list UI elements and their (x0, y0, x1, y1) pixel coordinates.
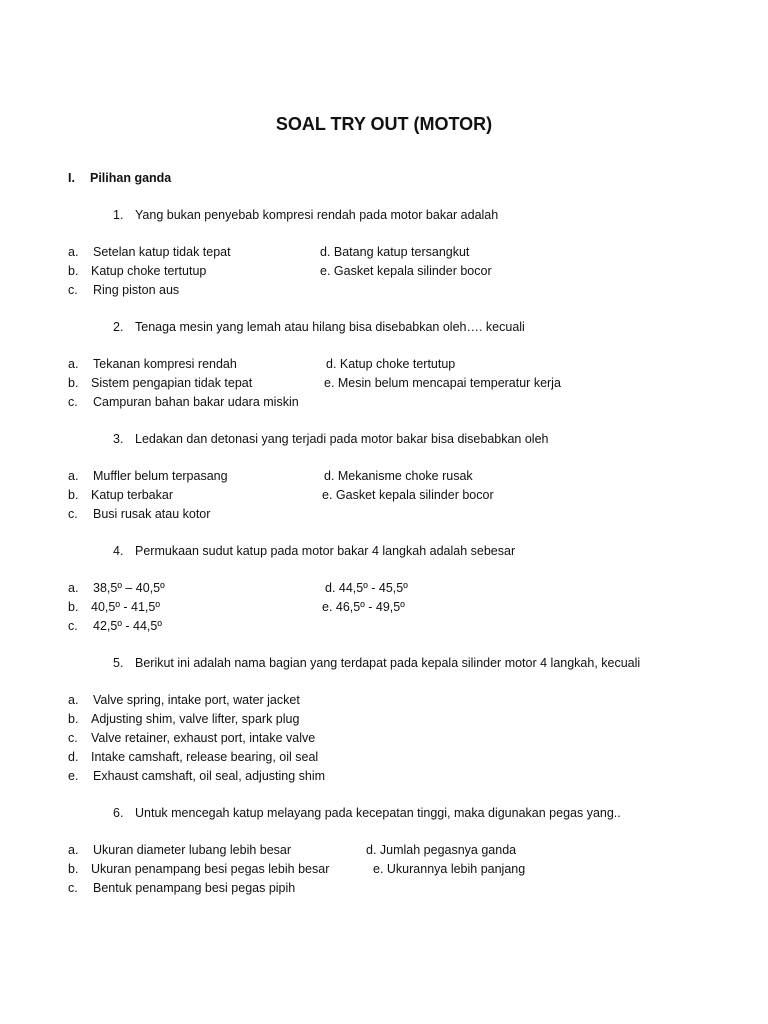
question-number: 2. (113, 320, 124, 334)
section-number: I. (68, 171, 75, 185)
option-c: Bentuk penampang besi pegas pipih (93, 881, 296, 895)
option-d: d. Batang katup tersangkut (320, 245, 470, 259)
question-text: Ledakan dan detonasi yang terjadi pada motor bakar bisa disebabkan oleh (135, 432, 549, 446)
option-c: Campuran bahan bakar udara miskin (93, 395, 299, 409)
option-a: Tekanan kompresi rendah (93, 357, 237, 371)
document-title: SOAL TRY OUT (MOTOR) (275, 114, 493, 134)
option-e: e. Mesin belum mencapai temperatur kerja (324, 376, 561, 390)
question-number: 4. (113, 544, 124, 558)
question-number: 1. (113, 208, 124, 222)
option-e: e. Gasket kepala silinder bocor (320, 264, 492, 278)
question-text: Tenaga mesin yang lemah atau hilang bisa disebabkan oleh…. kecuali (135, 320, 525, 334)
question-number: 5. (113, 656, 124, 670)
option-letter: c. (68, 283, 78, 297)
option-letter: a. (68, 357, 79, 371)
option-letter: b. (68, 488, 79, 502)
option-c: Valve retainer, exhaust port, intake valve (91, 731, 316, 745)
option-letter: a. (68, 245, 79, 259)
question-text: Untuk mencegah katup melayang pada kecepatan tinggi, maka digunakan pegas yang.. (135, 806, 621, 820)
option-letter: a. (68, 843, 79, 857)
section-heading: Pilihan ganda (90, 171, 172, 185)
option-b: 40,5º - 41,5º (91, 600, 160, 614)
option-letter: c. (68, 881, 78, 895)
option-a: Valve spring, intake port, water jacket (93, 693, 300, 707)
option-letter: b. (68, 600, 79, 614)
option-c: Ring piston aus (93, 283, 180, 297)
option-c: Busi rusak atau kotor (93, 507, 211, 521)
option-e: e. Ukurannya lebih panjang (373, 862, 526, 876)
option-b: Adjusting shim, valve lifter, spark plug (91, 712, 300, 726)
option-b: Katup terbakar (91, 488, 173, 502)
question-number: 6. (113, 806, 124, 820)
option-letter: c. (68, 731, 78, 745)
option-e: Exhaust camshaft, oil seal, adjusting shim (93, 769, 326, 783)
option-letter: e. (68, 769, 79, 783)
option-letter: c. (68, 619, 78, 633)
option-d: d. Katup choke tertutup (326, 357, 456, 371)
option-letter: b. (68, 862, 79, 876)
option-a: Setelan katup tidak tepat (93, 245, 231, 259)
option-letter: b. (68, 712, 79, 726)
option-a: 38,5º – 40,5º (93, 581, 165, 595)
option-letter: b. (68, 376, 79, 390)
option-letter: d. (68, 750, 79, 764)
option-letter: a. (68, 469, 79, 483)
option-b: Katup choke tertutup (91, 264, 207, 278)
option-b: Sistem pengapian tidak tepat (91, 376, 253, 390)
option-e: e. Gasket kepala silinder bocor (322, 488, 494, 502)
option-e: e. 46,5º - 49,5º (322, 600, 405, 614)
option-letter: a. (68, 693, 79, 707)
option-a: Muffler belum terpasang (93, 469, 228, 483)
option-b: Ukuran penampang besi pegas lebih besar (91, 862, 330, 876)
option-a: Ukuran diameter lubang lebih besar (93, 843, 292, 857)
option-letter: c. (68, 507, 78, 521)
option-d: d. Mekanisme choke rusak (324, 469, 473, 483)
option-c: 42,5º - 44,5º (93, 619, 162, 633)
question-text: Berikut ini adalah nama bagian yang terdapat pada kepala silinder motor 4 langkah, kecuali (135, 656, 641, 670)
option-d: d. 44,5º - 45,5º (325, 581, 408, 595)
option-d: Intake camshaft, release bearing, oil seal (91, 750, 319, 764)
option-letter: b. (68, 264, 79, 278)
question-text: Permukaan sudut katup pada motor bakar 4 langkah adalah sebesar (135, 544, 516, 558)
option-letter: a. (68, 581, 79, 595)
option-d: d. Jumlah pegasnya ganda (366, 843, 517, 857)
question-text: Yang bukan penyebab kompresi rendah pada motor bakar adalah (135, 208, 499, 222)
question-number: 3. (113, 432, 124, 446)
option-letter: c. (68, 395, 78, 409)
